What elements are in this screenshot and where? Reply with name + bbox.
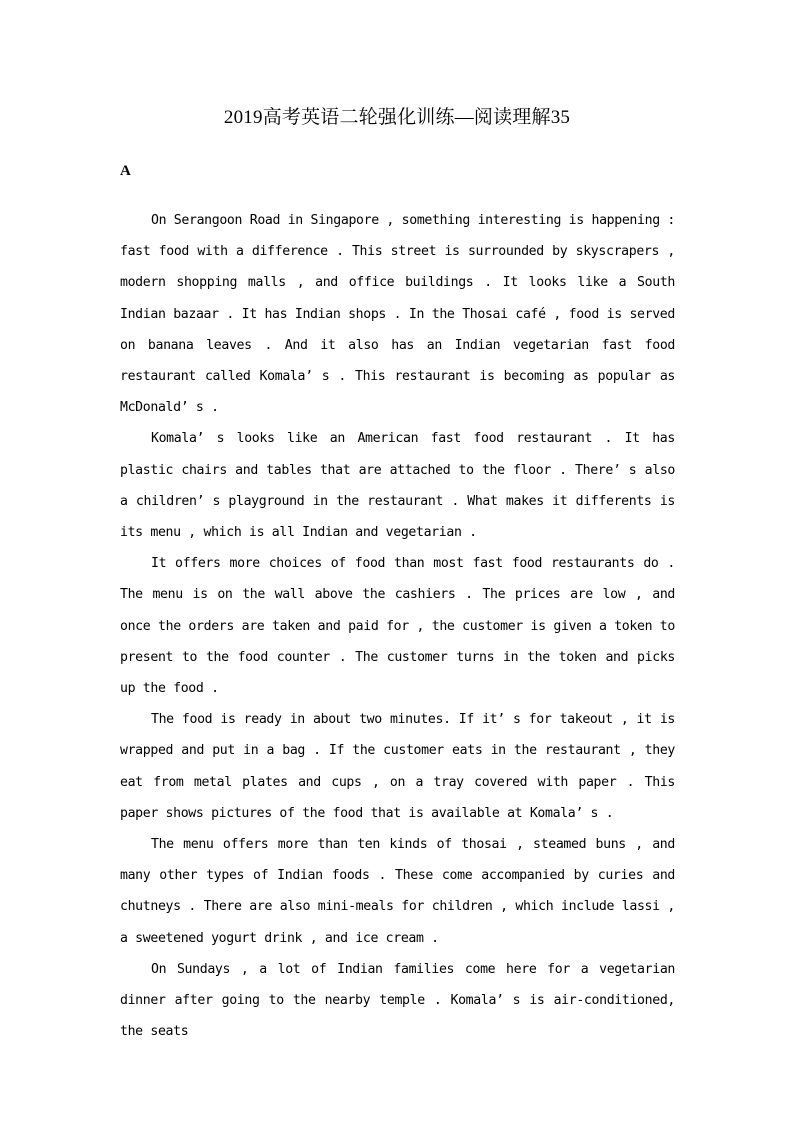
article-body [120, 205, 675, 1047]
paragraph: Komala’ s looks like an American fast food restaurant . It has plastic chairs and tables that are attached to the floor . There’ s also a children’ s playground in the restaurant . What makes it differents is its menu , which is all Indian and vegetarian . [120, 431, 675, 541]
paragraph: On Serangoon Road in Singapore , something interesting is happening : fast food with a difference . This street is surrounded by skyscrapers , modern shopping malls , and office buildings . It looks like a South Indian bazaar . It has Indian shops . In the Thosai café , food is served on banana leaves . And it also has an Indian vegetarian fast food restaurant called Komala’ s . This restaurant is becoming as popular as McDonald’ s . [120, 213, 675, 416]
section-label: A [120, 163, 131, 179]
paragraph: On Sundays , a lot of Indian families come here for a vegetarian dinner after going to the nearby temple . Komala’ s is air-conditioned, the seats [120, 961, 675, 1040]
paragraph: The food is ready in about two minutes. If it’ s for takeout , it is wrapped and put in a bag . If the customer eats in the restaurant , they eat from metal plates and cups , on a tray covered with paper . This paper shows pictures of the food that is available at Komala’ s . [120, 712, 675, 821]
paragraph: The menu offers more than ten kinds of thosai , steamed buns , and many other types of Indian foods . These come accompanied by curies and chutneys . There are also mini-meals for children , which include lassi , a sweetened yogurt drink , and ice cream . [120, 837, 675, 946]
page-title: 2019高考英语二轮强化训练—阅读理解35 [223, 107, 571, 128]
paragraph: It offers more choices of food than most fast food restaurants do . The menu is on the wall above the cashiers . The prices are low , and once the orders are taken and paid for , the customer is given a token to present to the food counter . The customer turns in the token and picks up the food . [120, 556, 675, 697]
